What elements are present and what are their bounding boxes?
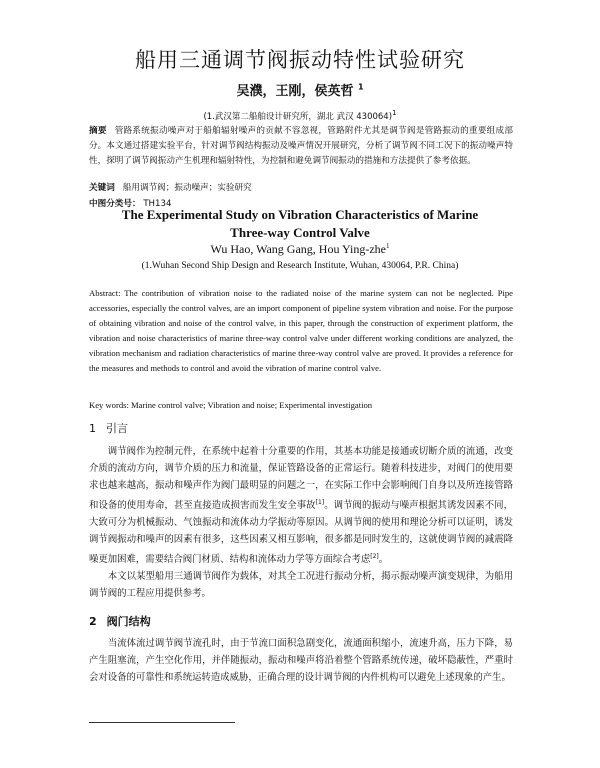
section-title-intro: 引言 bbox=[106, 422, 128, 435]
affiliation-chinese bbox=[0, 108, 600, 122]
abstract-chinese-label: 摘要 bbox=[89, 126, 107, 136]
paragraph bbox=[89, 444, 513, 569]
paragraph-text: 。调节阀的振动与噪声根据其诱发因素不同，大致可分为机械振动、气蚀振动和流体动力学振动等原因。从调节阀的使用和理论分析可以证明，诱发调节阀振动和噪声的因素有很多，这些因素又相互影响，很多都是同时发生的，这就使调节阀的减震降噪更加困难，需要结合阀门材质、结构和流体动力学等方面综合考虑 bbox=[89, 499, 513, 565]
affiliation-english: (1.Wuhan Second Ship Design and Research Institute, Wuhan, 430064, P.R. China) bbox=[141, 261, 459, 271]
citation-ref: [2] bbox=[370, 552, 379, 560]
authors-chinese-sup: 1 bbox=[357, 82, 364, 92]
keywords-chinese-text: 船用调节阀；振动噪声；实验研究 bbox=[122, 183, 252, 193]
authors-english bbox=[0, 242, 600, 257]
footnote-divider bbox=[89, 722, 235, 723]
section-heading-valve bbox=[89, 613, 151, 629]
section-heading-intro bbox=[89, 420, 128, 436]
paragraph-text: 。 bbox=[378, 553, 389, 565]
paragraph: 当流体流过调节阀节流孔时，由于节流口面积急剧变化，流通面积缩小，流速升高，压力下降，易产生阻塞流，产生空化作用，并伴随振动，振动和噪声将沿着整个管路系统传递，破坏隐蔽性，严重时会对设备的可靠性和系统运转造成威胁，正确合理的设计调节阀的内件机构可以避免上述现象的产生。 bbox=[89, 638, 513, 683]
section-number-intro: 1 bbox=[89, 422, 96, 435]
title-english-line-2: Three-way Control Valve bbox=[230, 225, 370, 240]
abstract-chinese-text: 管路系统振动噪声对于船舶辐射噪声的贡献不容忽视，管路附件尤其是调节阀是管路振动的重要组成部分。本文通过搭建实验平台，针对调节阀结构振动及噪声情况开展研究，分析了调节阀不同工况下的振动噪声特性，探明了调节阀振动产生机理和辐射特性，为控制和避免调节阀振动的措施和方法提供了参考依据。 bbox=[89, 126, 513, 166]
citation-ref: [1] bbox=[315, 498, 325, 506]
classification-label: 中图分类号： bbox=[89, 199, 141, 209]
authors-chinese-names: 吴濮，王刚，侯英哲 bbox=[236, 84, 354, 99]
affiliation-chinese-sup: 1 bbox=[392, 108, 397, 117]
affiliation-chinese-text: (1.武汉第二船舶设计研究所，湖北 武汉 430064) bbox=[203, 111, 393, 122]
title-english bbox=[0, 206, 600, 242]
title-english-line-1: The Experimental Study on Vibration Characteristics of Marine bbox=[121, 207, 479, 222]
section-number-valve: 2 bbox=[89, 615, 97, 628]
authors-english-names: Wu Hao, Wang Gang, Hou Ying-zhe bbox=[210, 242, 386, 256]
authors-english-sup: 1 bbox=[386, 242, 390, 250]
keywords-chinese-label: 关键词 bbox=[89, 183, 115, 193]
classification-value: TH134 bbox=[143, 199, 172, 209]
paragraph-text: 调节阀作为控制元件，在系统中起着十分重要的作用，其基本功能是接通或切断介质的流通，改变介质的流动方向，调节介质的压力和流量，保证管路设备的正常运行。随着科技进步，对阀门的使用要求也越来越高，振动和噪声作为阀门最明显的问题之一，在实际工作中会影响阀门自身以及所连接管路和设备的使用寿命，甚至直接造成损害而发生安全事故 bbox=[89, 446, 513, 511]
section-body-valve bbox=[89, 636, 513, 687]
authors-chinese bbox=[0, 80, 600, 99]
section-body-intro bbox=[89, 444, 513, 602]
paragraph: 本文以某型船用三通调节阀作为载体，对其全工况进行振动分析，揭示振动噪声演变规律，为船用调节阀的工程应用提供参考。 bbox=[89, 570, 513, 599]
abstract-chinese bbox=[89, 124, 513, 169]
keywords-chinese bbox=[89, 181, 252, 193]
title-chinese: 船用三通调节阀振动特性试验研究 bbox=[135, 48, 465, 72]
keywords-english: Key words: Marine control valve; Vibration and noise; Experimental investigation bbox=[89, 400, 373, 410]
abstract-english: Abstract: The contribution of vibration noise to the radiated noise of the marine system can not be neglected. Pipe accessories, especially the control valves, are an import component of pipeline system vibration and noise. For the purpose of obtaining vibration and noise of the control valve, in this paper, through the construction of experiment platform, the vibration and noise characteristics of marine three-way control valve under different working conditions are analyzed, the vibration mechanism and radiation characteristics of marine three-way control valve are proved. It provides a reference for the measures and methods to control and avoid the vibration of marine control valve. bbox=[89, 288, 513, 373]
section-title-valve: 阀门结构 bbox=[106, 615, 151, 628]
